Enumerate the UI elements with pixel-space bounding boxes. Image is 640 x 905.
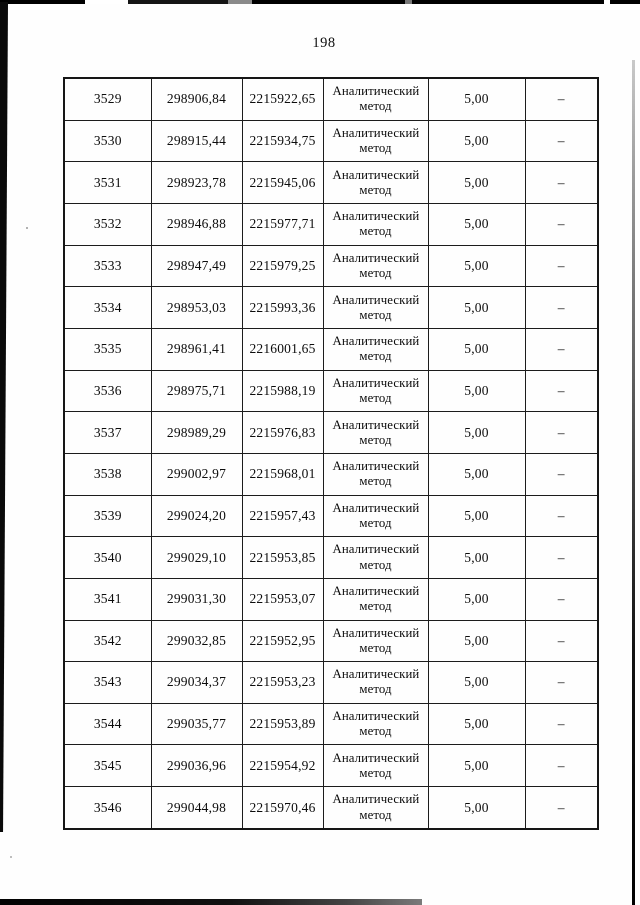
cell-note-dash: – (525, 453, 598, 495)
cell-accuracy: 5,00 (428, 370, 525, 412)
coordinates-table-body (64, 78, 598, 829)
cell-coordinate-x: 299034,37 (151, 662, 242, 704)
coordinates-table (63, 77, 599, 830)
cell-note-dash: – (525, 245, 598, 287)
cell-coordinate-y: 2215979,25 (242, 245, 323, 287)
cell-coordinate-y: 2215953,23 (242, 662, 323, 704)
cell-accuracy: 5,00 (428, 787, 525, 829)
scan-artifact-right-streak (632, 60, 635, 905)
cell-coordinate-x: 299029,10 (151, 537, 242, 579)
cell-coordinate-x: 298923,78 (151, 162, 242, 204)
scan-artifact-top-edge (0, 0, 640, 4)
cell-coordinate-x: 298915,44 (151, 120, 242, 162)
table-row (64, 162, 598, 204)
table-row (64, 453, 598, 495)
cell-point-id: 3535 (64, 329, 151, 371)
cell-coordinate-x: 299031,30 (151, 578, 242, 620)
scan-speck (10, 856, 12, 858)
table-row (64, 245, 598, 287)
cell-point-id: 3546 (64, 787, 151, 829)
cell-method: Аналитический метод (323, 537, 428, 579)
cell-method: Аналитический метод (323, 204, 428, 246)
table-row (64, 620, 598, 662)
cell-point-id: 3543 (64, 662, 151, 704)
cell-coordinate-x: 298946,88 (151, 204, 242, 246)
cell-coordinate-x: 298975,71 (151, 370, 242, 412)
cell-coordinate-y: 2215954,92 (242, 745, 323, 787)
scan-artifact-left-edge (0, 2, 8, 832)
cell-coordinate-y: 2215993,36 (242, 287, 323, 329)
cell-note-dash: – (525, 578, 598, 620)
cell-coordinate-y: 2215953,07 (242, 578, 323, 620)
cell-method: Аналитический метод (323, 745, 428, 787)
cell-point-id: 3534 (64, 287, 151, 329)
cell-coordinate-y: 2215976,83 (242, 412, 323, 454)
table-row (64, 204, 598, 246)
table-row (64, 703, 598, 745)
cell-point-id: 3536 (64, 370, 151, 412)
cell-note-dash: – (525, 204, 598, 246)
cell-note-dash: – (525, 662, 598, 704)
cell-coordinate-y: 2215970,46 (242, 787, 323, 829)
cell-method: Аналитический метод (323, 412, 428, 454)
cell-accuracy: 5,00 (428, 412, 525, 454)
cell-note-dash: – (525, 620, 598, 662)
cell-note-dash: – (525, 370, 598, 412)
cell-point-id: 3539 (64, 495, 151, 537)
table-row (64, 120, 598, 162)
cell-note-dash: – (525, 120, 598, 162)
cell-point-id: 3532 (64, 204, 151, 246)
cell-coordinate-x: 299044,98 (151, 787, 242, 829)
cell-note-dash: – (525, 78, 598, 120)
cell-method: Аналитический метод (323, 578, 428, 620)
cell-accuracy: 5,00 (428, 204, 525, 246)
table-row (64, 745, 598, 787)
table-row (64, 537, 598, 579)
cell-coordinate-x: 298906,84 (151, 78, 242, 120)
table-row (64, 412, 598, 454)
cell-method: Аналитический метод (323, 495, 428, 537)
table-row (64, 662, 598, 704)
table-row (64, 78, 598, 120)
cell-coordinate-x: 299002,97 (151, 453, 242, 495)
cell-coordinate-x: 298961,41 (151, 329, 242, 371)
cell-point-id: 3541 (64, 578, 151, 620)
cell-point-id: 3531 (64, 162, 151, 204)
cell-note-dash: – (525, 329, 598, 371)
cell-coordinate-y: 2215945,06 (242, 162, 323, 204)
cell-method: Аналитический метод (323, 703, 428, 745)
cell-accuracy: 5,00 (428, 703, 525, 745)
cell-accuracy: 5,00 (428, 120, 525, 162)
table-row (64, 370, 598, 412)
cell-note-dash: – (525, 162, 598, 204)
cell-method: Аналитический метод (323, 329, 428, 371)
cell-coordinate-y: 2215977,71 (242, 204, 323, 246)
cell-coordinate-x: 299024,20 (151, 495, 242, 537)
cell-method: Аналитический метод (323, 453, 428, 495)
cell-coordinate-x: 298947,49 (151, 245, 242, 287)
cell-note-dash: – (525, 287, 598, 329)
cell-method: Аналитический метод (323, 162, 428, 204)
cell-accuracy: 5,00 (428, 620, 525, 662)
table-row (64, 329, 598, 371)
page-number: 198 (312, 35, 336, 51)
cell-accuracy: 5,00 (428, 329, 525, 371)
cell-point-id: 3545 (64, 745, 151, 787)
cell-coordinate-y: 2216001,65 (242, 329, 323, 371)
cell-accuracy: 5,00 (428, 578, 525, 620)
cell-accuracy: 5,00 (428, 745, 525, 787)
cell-coordinate-y: 2215934,75 (242, 120, 323, 162)
cell-point-id: 3529 (64, 78, 151, 120)
cell-point-id: 3538 (64, 453, 151, 495)
cell-coordinate-y: 2215922,65 (242, 78, 323, 120)
cell-note-dash: – (525, 412, 598, 454)
cell-coordinate-y: 2215968,01 (242, 453, 323, 495)
table-row (64, 495, 598, 537)
cell-note-dash: – (525, 787, 598, 829)
cell-accuracy: 5,00 (428, 662, 525, 704)
cell-note-dash: – (525, 495, 598, 537)
cell-point-id: 3540 (64, 537, 151, 579)
cell-coordinate-x: 299036,96 (151, 745, 242, 787)
cell-point-id: 3537 (64, 412, 151, 454)
cell-method: Аналитический метод (323, 120, 428, 162)
cell-coordinate-x: 299032,85 (151, 620, 242, 662)
cell-accuracy: 5,00 (428, 78, 525, 120)
cell-coordinate-y: 2215953,89 (242, 703, 323, 745)
cell-point-id: 3542 (64, 620, 151, 662)
cell-accuracy: 5,00 (428, 245, 525, 287)
cell-coordinate-x: 298989,29 (151, 412, 242, 454)
cell-coordinate-x: 298953,03 (151, 287, 242, 329)
cell-coordinate-y: 2215957,43 (242, 495, 323, 537)
cell-accuracy: 5,00 (428, 453, 525, 495)
cell-note-dash: – (525, 745, 598, 787)
table-row (64, 787, 598, 829)
cell-point-id: 3544 (64, 703, 151, 745)
table-row (64, 578, 598, 620)
scan-speck (26, 227, 28, 229)
cell-point-id: 3533 (64, 245, 151, 287)
cell-method: Аналитический метод (323, 287, 428, 329)
cell-method: Аналитический метод (323, 662, 428, 704)
cell-point-id: 3530 (64, 120, 151, 162)
scan-artifact-bottom-edge (0, 899, 422, 905)
cell-coordinate-y: 2215952,95 (242, 620, 323, 662)
cell-accuracy: 5,00 (428, 495, 525, 537)
table-row (64, 287, 598, 329)
cell-method: Аналитический метод (323, 78, 428, 120)
cell-method: Аналитический метод (323, 370, 428, 412)
cell-method: Аналитический метод (323, 620, 428, 662)
cell-coordinate-x: 299035,77 (151, 703, 242, 745)
cell-accuracy: 5,00 (428, 287, 525, 329)
cell-note-dash: – (525, 537, 598, 579)
cell-coordinate-y: 2215988,19 (242, 370, 323, 412)
cell-method: Аналитический метод (323, 787, 428, 829)
cell-accuracy: 5,00 (428, 162, 525, 204)
cell-note-dash: – (525, 703, 598, 745)
cell-method: Аналитический метод (323, 245, 428, 287)
cell-coordinate-y: 2215953,85 (242, 537, 323, 579)
cell-accuracy: 5,00 (428, 537, 525, 579)
